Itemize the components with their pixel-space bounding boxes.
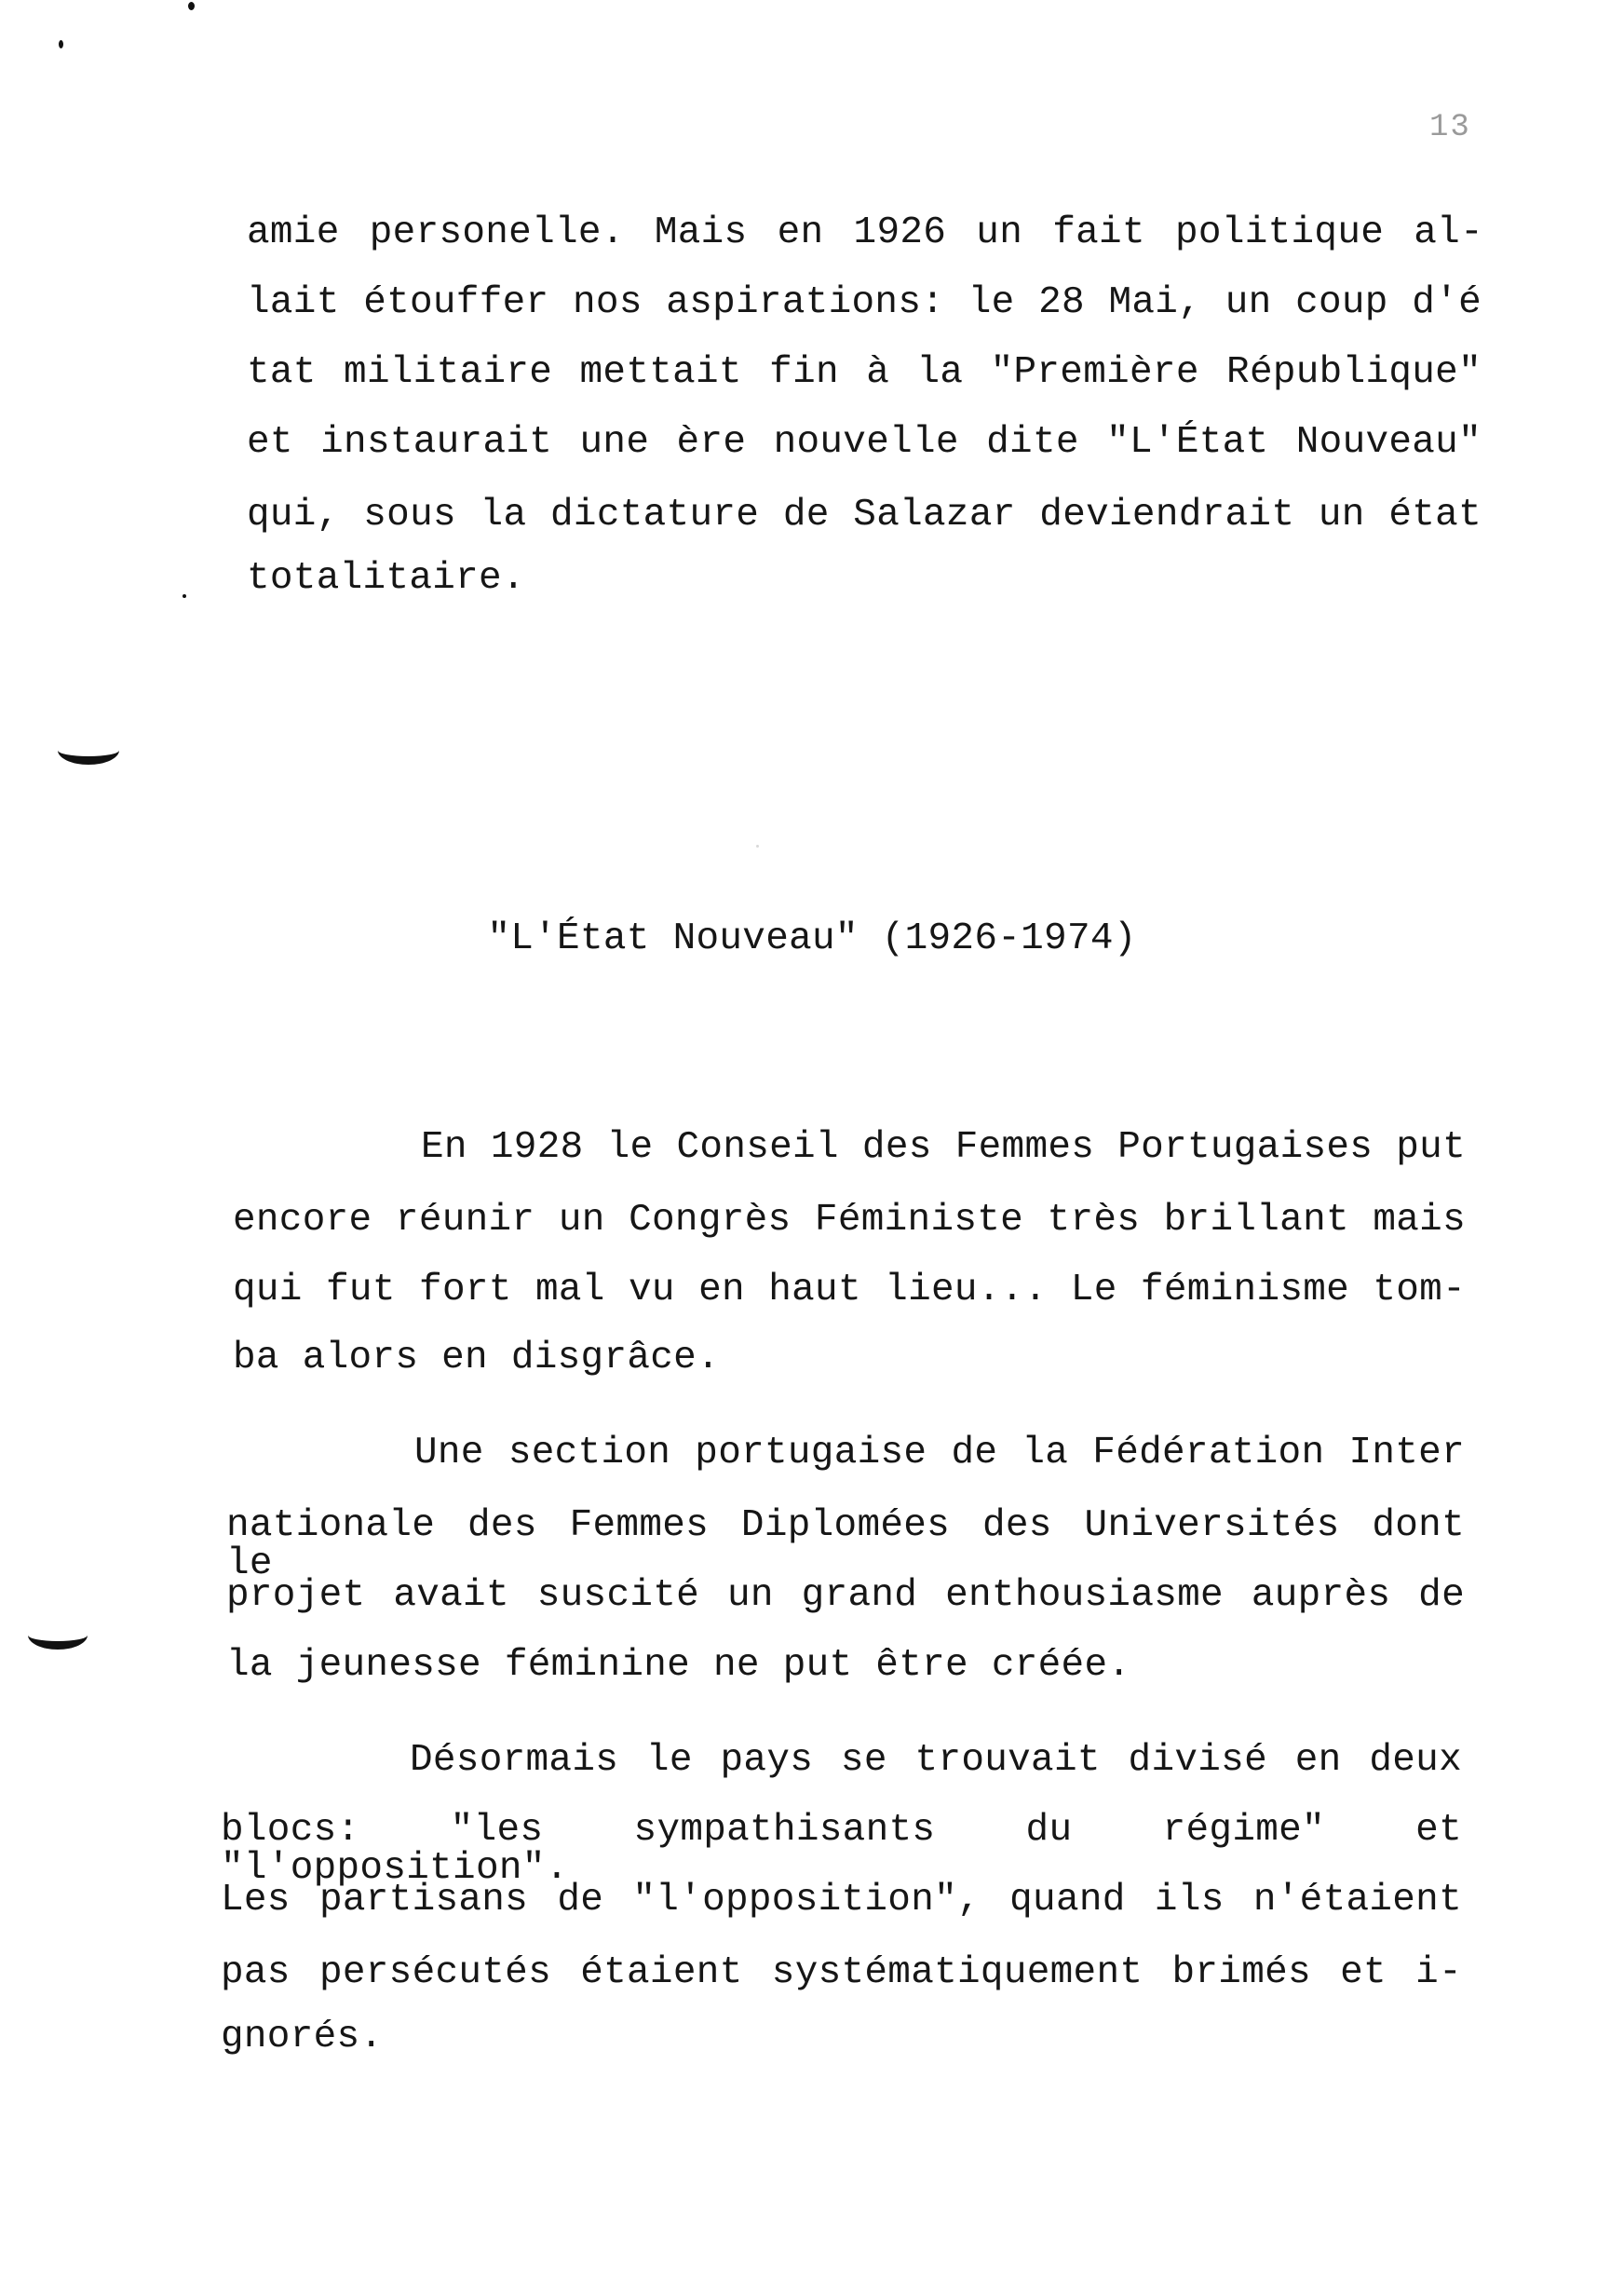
binder-hole-mark-upper bbox=[58, 736, 119, 765]
text-line: nationale des Femmes Diplomées des Universités dont le bbox=[226, 1504, 1465, 1585]
text-line: et instaurait une ère nouvelle dite "L'État Nouveau" bbox=[247, 421, 1482, 464]
text-line: gnorés. bbox=[221, 2016, 384, 2058]
margin-dot-small bbox=[183, 594, 186, 598]
text-line: amie personelle. Mais en 1926 un fait politique al- bbox=[247, 211, 1483, 254]
text-line: lait étouffer nos aspirations: le 28 Mai, un coup d'é bbox=[247, 281, 1482, 324]
text-line: Une section portugaise de la Fédération Inter bbox=[414, 1432, 1465, 1474]
text-line: Les partisans de "l'opposition", quand ils n'étaient bbox=[221, 1879, 1462, 1922]
text-line: tat militaire mettait fin à la "Première République" bbox=[247, 351, 1482, 394]
section-heading: "L'État Nouveau" (1926-1974) bbox=[487, 917, 1137, 960]
text-line: pas persécutés étaient systématiquement brimés et i- bbox=[221, 1951, 1462, 1994]
text-line: qui, sous la dictature de Salazar deviendrait un état bbox=[247, 494, 1482, 536]
scan-speck bbox=[756, 845, 759, 848]
text-line: projet avait suscité un grand enthousiasme auprès de bbox=[226, 1574, 1465, 1617]
margin-dot-top bbox=[188, 2, 195, 10]
text-line: qui fut fort mal vu en haut lieu... Le féminisme tom- bbox=[233, 1269, 1466, 1311]
text-line: encore réunir un Congrès Féministe très brillant mais bbox=[233, 1199, 1466, 1242]
text-line: totalitaire. bbox=[247, 557, 525, 600]
text-line: En 1928 le Conseil des Femmes Portugaises put bbox=[421, 1126, 1466, 1169]
text-line: Désormais le pays se trouvait divisé en deux bbox=[410, 1739, 1462, 1782]
margin-dot-left bbox=[59, 40, 63, 48]
text-line: la jeunesse féminine ne put être créée. bbox=[226, 1644, 1131, 1687]
binder-hole-mark-lower bbox=[28, 1621, 88, 1650]
page-number: 13 bbox=[1429, 110, 1471, 145]
text-line: ba alors en disgrâce. bbox=[233, 1337, 720, 1379]
text-line: blocs: "les sympathisants du régime" et "l'opposition". bbox=[221, 1809, 1462, 1890]
